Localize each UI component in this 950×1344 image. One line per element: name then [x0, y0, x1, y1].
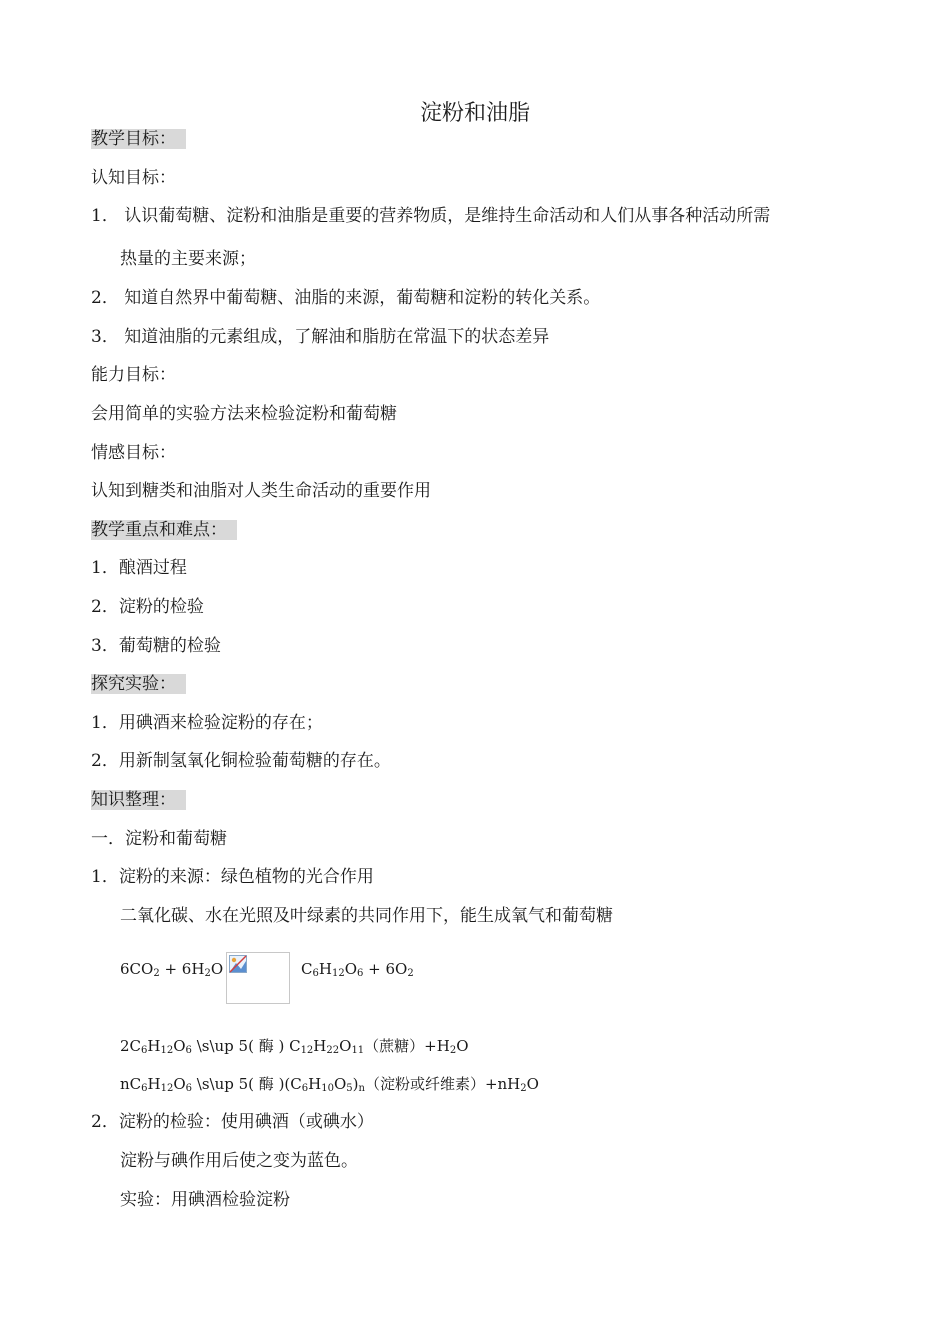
- cognitive-item-2: 2． 知道自然界中葡萄糖、油脂的来源，葡萄糖和淀粉的转化关系。: [91, 288, 601, 308]
- starch-test-experiment: 实验：用碘酒检验淀粉: [120, 1190, 290, 1210]
- starch-source: 1．淀粉的来源：绿色植物的光合作用: [91, 867, 374, 887]
- section-heading-experiments: 探究实验：: [91, 673, 186, 695]
- section-heading-objectives: 教学目标：: [91, 128, 186, 150]
- ability-text: 会用简单的实验方法来检验淀粉和葡萄糖: [91, 404, 397, 424]
- page-title: 淀粉和油脂: [419, 101, 530, 126]
- cognitive-item-1-cont: 热量的主要来源；: [120, 249, 256, 269]
- section-heading-knowledge: 知识整理：: [91, 789, 186, 811]
- emotion-text: 认知到糖类和油脂对人类生命活动的重要作用: [91, 481, 431, 501]
- part-heading: 一．淀粉和葡萄糖: [91, 829, 227, 849]
- formula-sucrose: $2C_6H_{12}O_6$ \s\up 5( 酶 ) $C_{12}H_{22}O_{11}$（蔗糖）$+H_2O$: [120, 1037, 469, 1056]
- photosynthesis-text: 二氧化碳、水在光照及叶绿素的共同作用下，能生成氧气和葡萄糖: [120, 906, 613, 926]
- section-heading-key-points: 教学重点和难点：: [91, 519, 237, 541]
- emotion-label: 情感目标：: [91, 443, 176, 463]
- ability-label: 能力目标：: [91, 365, 176, 385]
- key-point-item: 3．葡萄糖的检验: [91, 636, 221, 656]
- key-point-item: 2．淀粉的检验: [91, 597, 204, 617]
- cognitive-item-3: 3． 知道油脂的元素组成，了解油和脂肪在常温下的状态差异: [91, 327, 550, 347]
- cognitive-item-1: 1． 认识葡萄糖、淀粉和油脂是重要的营养物质，是维持生命活动和人们从事各种活动所需: [91, 206, 771, 226]
- starch-test: 2．淀粉的检验：使用碘酒（或碘水）: [91, 1112, 374, 1132]
- cognitive-label: 认知目标：: [91, 168, 176, 188]
- starch-test-text: 淀粉与碘作用后使之变为蓝色。: [120, 1151, 358, 1171]
- broken-image-icon: [226, 952, 290, 1004]
- experiment-item: 1．用碘酒来检验淀粉的存在；: [91, 713, 323, 733]
- formula-photosynthesis-reactants: $6CO_2 + 6H_2O$: [120, 960, 224, 979]
- experiment-item: 2．用新制氢氧化铜检验葡萄糖的存在。: [91, 751, 391, 771]
- image-placeholder-icon: [229, 955, 247, 973]
- formula-starch: $nC_6H_{12}O_6$ \s\up 5( 酶 )$(C_6H_{10}O_5)_n$（淀粉或纤维素）$+nH_2O$: [120, 1075, 539, 1094]
- formula-photosynthesis-products: $C_6H_{12}O_6 + 6O_2$: [301, 960, 414, 979]
- key-point-item: 1．酿酒过程: [91, 558, 187, 578]
